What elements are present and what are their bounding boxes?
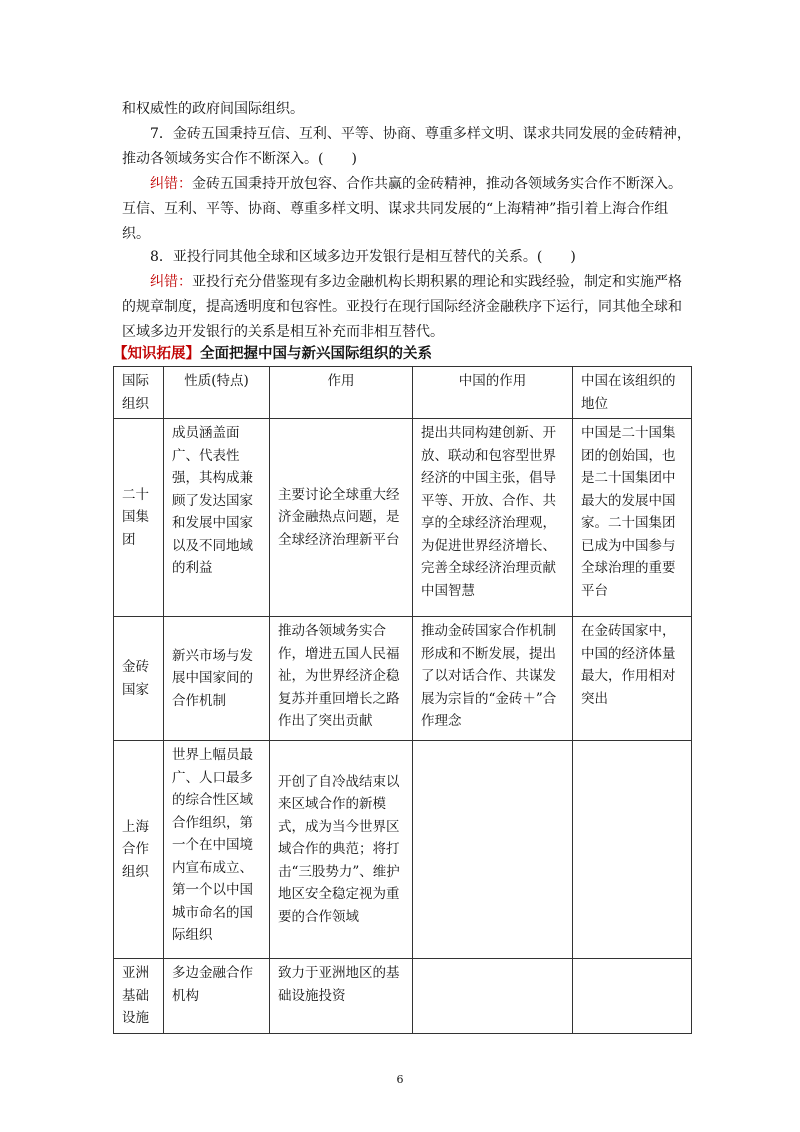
table-cell: [573, 959, 692, 1034]
table-cell: 新兴市场与发展中国家间的合作机制: [164, 617, 270, 741]
table-row: [114, 741, 692, 959]
table-header-cell: 中国的作用: [413, 367, 573, 419]
correction-8: 纠错：亚投行充分借鉴现有多边金融机构长期积累的理论和实践经验，制定和实施严格的规章制度，提高透明度和包容性。亚投行在现行国际经济金融秩序下运行，同其他全球和区域多边开发银行的关系是相互补充而非相互替代。: [122, 274, 682, 340]
section-tag: 【知识拓展】: [113, 346, 200, 362]
question-8: 8．亚投行同其他全球和区域多边开发银行是相互替代的关系。( ): [150, 249, 576, 265]
table-header-cell: 性质(特点): [164, 367, 270, 419]
question-7: 7．金砖五国秉持互信、互利、平等、协商、尊重多样文明、谋求共同发展的金砖精神，推动各领域务实合作不断深入。( ): [122, 126, 691, 167]
correction-7: 纠错：金砖五国秉持开放包容、合作共赢的金砖精神，推动各领域务实合作不断深入。互信、互利、平等、协商、尊重多样文明、谋求共同发展的“上海精神”指引着上海合作组织。: [122, 176, 682, 242]
table-cell: [573, 741, 692, 959]
table-header-cell: 中国在该组织的地位: [573, 367, 692, 419]
table-row: [114, 617, 692, 741]
table-cell: 推动金砖国家合作机制形成和不断发展，提出了以对话合作、共谋发展为宗旨的“金砖＋”合作理念: [413, 617, 573, 741]
table-cell: 开创了自冷战结束以来区域合作的新模式，成为当今世界区域合作的典范；将打击“三股势力”、维护地区安全稳定视为重要的合作领域: [270, 741, 413, 959]
table-cell: 亚洲基础设施: [114, 959, 164, 1034]
table-cell: 成员涵盖面广、代表性强，其构成兼顾了发达国家和发展中国家以及不同地域的利益: [164, 419, 270, 617]
table-header-cell: 国际组织: [114, 367, 164, 419]
table-header-cell: 作用: [270, 367, 413, 419]
page-number: 6: [396, 1073, 404, 1086]
organization-table: [113, 366, 692, 1034]
table-cell: 多边金融合作机构: [164, 959, 270, 1034]
section-heading: [113, 342, 432, 363]
paragraph-continuation: 和权威性的政府间国际组织。: [122, 101, 304, 117]
table-cell: 主要讨论全球重大经济金融热点问题，是全球经济治理新平台: [270, 419, 413, 617]
table-cell: 上海合作组织: [114, 741, 164, 959]
table-cell: [413, 959, 573, 1034]
table-cell: 致力于亚洲地区的基础设施投资: [270, 959, 413, 1034]
table-cell: [413, 741, 573, 959]
table-cell: 提出共同构建创新、开放、联动和包容型世界经济的中国主张，倡导平等、开放、合作、共享的全球经济治理观，为促进世界经济增长、完善全球经济治理贡献中国智慧: [413, 419, 573, 617]
section-title: 全面把握中国与新兴国际组织的关系: [200, 346, 432, 362]
table-row: [114, 959, 692, 1034]
table-row: [114, 419, 692, 617]
table-cell: 二十国集团: [114, 419, 164, 617]
table-cell: 中国是二十国集团的创始国，也是二十国集团中最大的发展中国家。二十国集团已成为中国参与全球治理的重要平台: [573, 419, 692, 617]
table-cell: 推动各领域务实合作，增进五国人民福祉，为世界经济企稳复苏并重回增长之路作出了突出贡献: [270, 617, 413, 741]
table-cell: 世界上幅员最广、人口最多的综合性区域合作组织，第一个在中国境内宣布成立、第一个以中国城市命名的国际组织: [164, 741, 270, 959]
table-cell: 金砖国家: [114, 617, 164, 741]
table-cell: 在金砖国家中，中国的经济体量最大，作用相对突出: [573, 617, 692, 741]
table-header-row: [114, 367, 692, 419]
correction-label: 纠错：: [150, 176, 192, 192]
correction-label: 纠错：: [150, 274, 192, 290]
